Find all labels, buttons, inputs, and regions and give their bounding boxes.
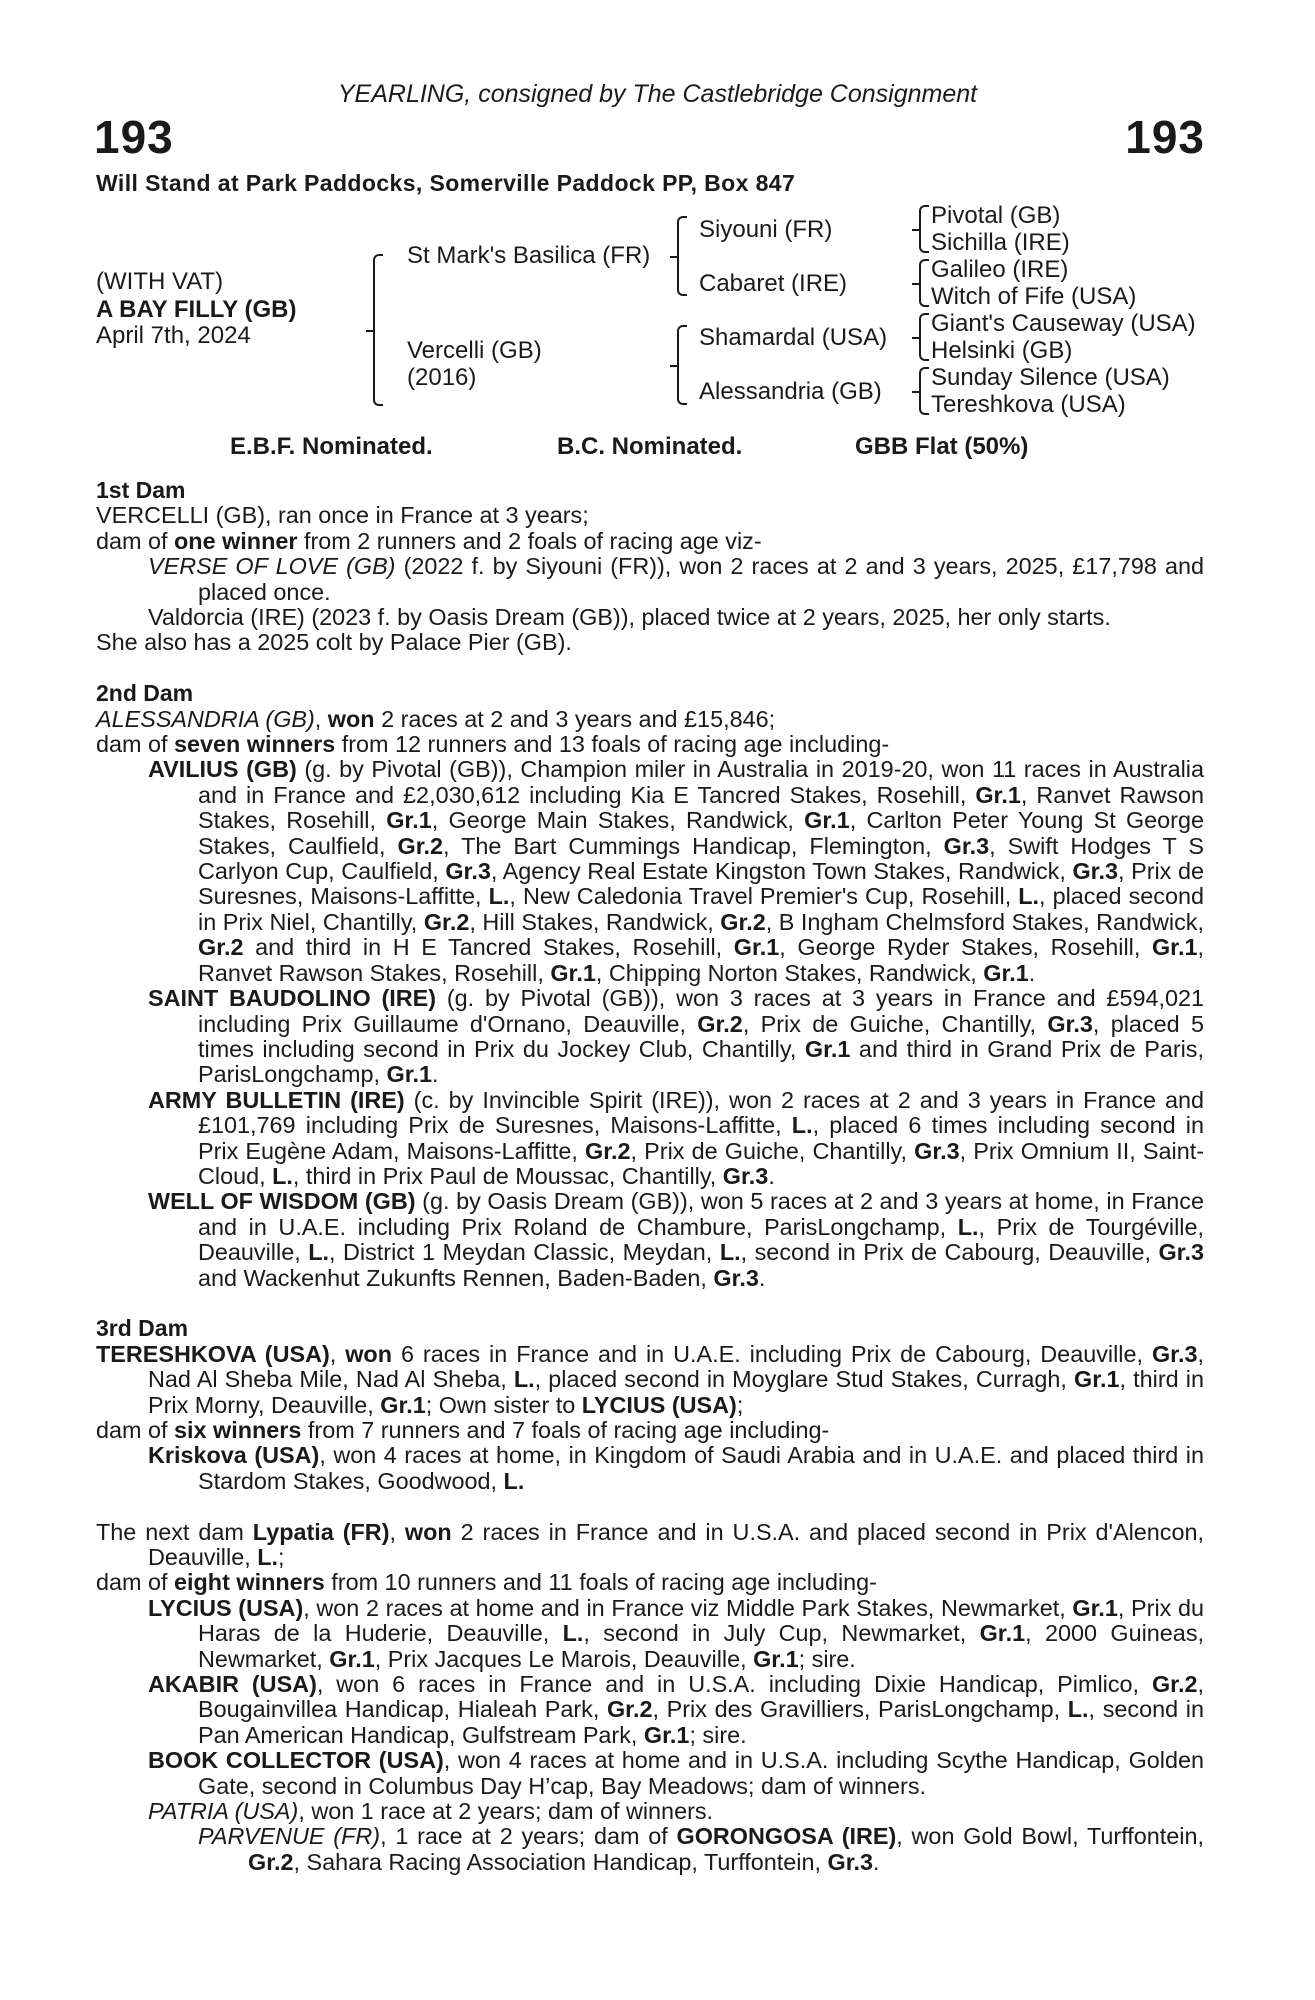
produce-parvenue [96, 1824, 1204, 1875]
produce-army-bulletin [96, 1088, 1204, 1190]
text-run: , placed second in Moyglare Stud Stakes, Curragh, [534, 1366, 1075, 1393]
sds: Galileo (IRE) [931, 256, 1069, 283]
bold-run: Gr.1 [386, 807, 432, 834]
brace-ss [919, 205, 929, 253]
bold-run: L. [562, 1620, 584, 1647]
bold-run: Gr.1 [1074, 1366, 1120, 1393]
text: dam of [96, 527, 175, 554]
produce-book-collector [96, 1748, 1204, 1799]
horse-name: SAINT BAUDOLINO (IRE) [148, 985, 437, 1012]
text-run: , [329, 1340, 346, 1367]
text-run: , won 2 races at home and in France viz Middle Park Stakes, Newmarket, [303, 1594, 1073, 1621]
sdd: Witch of Fife (USA) [931, 283, 1137, 310]
text: from 2 runners and 2 foals of racing age viz- [297, 527, 762, 554]
bold-run: Gr.1 [979, 1620, 1026, 1647]
text-run: , B Ingham Chelmsford Stakes, Randwick, [765, 908, 1204, 935]
produce-text: , won 1 race at 2 years; dam of winners. [298, 1798, 714, 1825]
first-dam-line: VERCELLI (GB), ran once in France at 3 years; [96, 502, 589, 529]
bold-run: L. [513, 1366, 535, 1393]
dsd: Helsinki (GB) [931, 337, 1073, 364]
bold-run: Gr.2 [606, 1696, 653, 1723]
first-dam-produce-line [96, 529, 1204, 554]
bold-run: Gr.3 [722, 1162, 769, 1189]
bold-run: L. [308, 1239, 330, 1266]
vat-note: (WITH VAT) [96, 268, 224, 295]
bold-run: Gr.3 [943, 832, 990, 859]
text-run: , won Gold Bowl, Turffontein, [896, 1823, 1204, 1850]
sire-dam: Cabaret (IRE) [699, 270, 848, 297]
brace-sire [677, 216, 687, 296]
text-run: , placed 6 times including second in Prix Eugène Adam, Maisons-Laffitte, [198, 1112, 1204, 1164]
text-run: , Bougainvillea Handicap, Hialeah Park, [198, 1671, 1204, 1723]
text-run: . [1028, 959, 1036, 986]
text: The next dam [96, 1518, 253, 1545]
winners-count: one winner [174, 527, 298, 554]
dam-year: (2016) [407, 364, 477, 391]
bold-run: Gr.2 [697, 1010, 743, 1037]
bold-run: Gr.3 [914, 1137, 960, 1164]
text-run: 2 races in France and in U.S.A. and placed second in Prix d'Alencon, Deauville, [148, 1518, 1205, 1571]
third-dam-line [96, 1342, 1204, 1418]
text-run: . [432, 1061, 439, 1088]
horse-name: Lypatia (FR) [252, 1518, 390, 1545]
bold-run: Gr.1 [733, 934, 780, 961]
brace-dam [677, 325, 687, 405]
text-run: , Nad Al Sheba Mile, Nad Al Sheba, [148, 1340, 1204, 1393]
horse-name: PARVENUE (FR) [198, 1823, 381, 1850]
produce-saint-baudolino [96, 986, 1204, 1088]
text-run: , placed second in Prix Niel, Chantilly, [198, 883, 1205, 935]
text-run: , New Caledonia Travel Premier's Cup, Rosehill, [509, 883, 1019, 910]
text-run: and Wackenhut Zukunfts Rennen, Baden-Baden, [198, 1264, 714, 1291]
bc-nomination: B.C. Nominated. [557, 433, 743, 460]
text-run: , Prix de Tourgéville, Deauville, [198, 1213, 1204, 1266]
sire: St Mark's Basilica (FR) [407, 242, 651, 269]
bold-run: won [345, 1340, 392, 1367]
horse-name: WELL OF WISDOM (GB) [148, 1188, 416, 1215]
bold-run: Gr.2 [720, 908, 766, 935]
bold-run: Gr.3 [1158, 1239, 1204, 1266]
text-run: , won 4 races at home, in Kingdom of Saudi Arabia and in U.A.E. and placed third in Stardom Stakes, Goodwood, [198, 1442, 1204, 1494]
bold-run: won [404, 1518, 452, 1545]
bold-run: Gr.3 [1072, 858, 1118, 885]
horse-name: GORONGOSA (IRE) [676, 1823, 897, 1850]
produce-akabir [96, 1672, 1204, 1748]
brace-sd [919, 259, 929, 307]
text-run: (c. by Invincible Spirit (IRE)), won 2 races at 2 and 3 years in France and £101,769 including Prix de Suresnes, Maisons-Laffitte, [198, 1086, 1204, 1139]
horse-name: VERSE OF LOVE (GB) [148, 553, 396, 580]
won-label: won [327, 705, 375, 732]
bold-run: LYCIUS (USA) [581, 1391, 737, 1418]
text: dam of [96, 731, 175, 758]
ddd: Tereshkova (USA) [931, 391, 1126, 418]
text-run: ; Own sister to [425, 1391, 582, 1418]
bold-run: Gr.2 [423, 908, 470, 935]
text-run: , Hill Stakes, Randwick, [469, 908, 721, 935]
bold-run: Gr.1 [643, 1721, 690, 1748]
bold-run: Gr.3 [827, 1848, 874, 1875]
brace-dd [919, 367, 929, 415]
horse-name: TERESHKOVA (USA) [96, 1340, 330, 1367]
text-run: , won 6 races in France and in U.S.A. including Dixie Handicap, Pimlico, [316, 1671, 1152, 1698]
bold-run: L. [488, 883, 510, 910]
next-dam-produce-line [96, 1570, 1204, 1595]
bold-run: Gr.1 [975, 781, 1021, 808]
produce-verse-of-love [96, 554, 1204, 605]
text-run: , Prix Omnium II, Saint-Cloud, [198, 1137, 1204, 1189]
horse-name: LYCIUS (USA) [148, 1594, 304, 1621]
third-dam-produce-line [96, 1418, 1204, 1443]
text: from 10 runners and 11 foals of racing age including- [324, 1569, 877, 1596]
text-run: ; sire. [798, 1645, 856, 1672]
catalogue-body [96, 478, 1204, 1875]
bold-run: L. [272, 1162, 293, 1189]
bold-run: L. [1067, 1696, 1089, 1723]
text-run: (g. by Pivotal (GB)), Champion miler in Australia in 2019-20, won 11 races in Australia and in France and £2,030,612 including Kia E Tancred Stakes, Rosehill, [198, 756, 1204, 808]
text-run: , second in Pan American Handicap, Gulfstream Park, [198, 1696, 1204, 1748]
text-run: , second in Prix de Cabourg, Deauville, [740, 1239, 1159, 1266]
stand-location: Will Stand at Park Paddocks, Somerville Paddock PP, Box 847 [96, 170, 796, 196]
text-run: . [873, 1848, 880, 1875]
first-dam-heading: 1st Dam [96, 477, 186, 503]
winners-count: seven winners [174, 731, 336, 758]
text-run: , Prix des Gravilliers, ParisLongchamp, [652, 1696, 1068, 1723]
text-run: ; sire. [689, 1721, 747, 1748]
horse-name: Kriskova (USA) [148, 1442, 320, 1469]
text-run: and third in Grand Prix de Paris, ParisLongchamp, [198, 1035, 1205, 1088]
bold-run: Gr.1 [550, 959, 596, 986]
foaling-date: April 7th, 2024 [96, 322, 251, 349]
third-dam-heading: 3rd Dam [96, 1315, 189, 1342]
bold-run: Gr.2 [1151, 1671, 1198, 1698]
winners-count: six winners [174, 1417, 302, 1443]
bold-run: Gr.3 [1047, 1010, 1093, 1037]
text-run: , Agency Real Estate Kingston Town Stakes, Randwick, [490, 858, 1073, 885]
bold-run: Gr.2 [397, 832, 444, 859]
bold-run: Gr.2 [248, 1848, 294, 1875]
consignment-line: YEARLING, consigned by The Castlebridge Consignment [337, 80, 978, 108]
produce-text: (2022 f. by Siyouni (FR)), won 2 races at 2 and 3 years, 2025, £17,798 and placed once. [198, 553, 1204, 605]
text-run: , second in July Cup, Newmarket, [583, 1620, 980, 1647]
text-run: , George Ryder Stakes, Rosehill, [779, 934, 1152, 961]
ssd: Sichilla (IRE) [931, 229, 1070, 256]
produce-patria [96, 1799, 1204, 1824]
brace-subject [373, 254, 383, 406]
text: dam of [96, 1417, 175, 1443]
text-run: 6 races in France and in U.A.E. including Prix de Cabourg, Deauville, [392, 1340, 1152, 1367]
bold-run: Gr.1 [1072, 1594, 1118, 1621]
text-run: , third in Prix Morny, Deauville, [148, 1366, 1204, 1418]
bold-run: Gr.1 [983, 959, 1029, 986]
produce-text: , won 4 races at home and in U.S.A. including Scythe Handicap, Golden Gate, second in Columbus Day H’cap, Bay Meadows; dam of winners. [198, 1747, 1204, 1799]
gbb-flat: GBB Flat (50%) [855, 433, 1029, 460]
sire-sire: Siyouni (FR) [699, 216, 833, 243]
text-run: , 2000 Guineas, Newmarket, [198, 1620, 1205, 1672]
text-run: . [758, 1264, 766, 1291]
text-run: , Prix de Guiche, Chantilly, [742, 1010, 1048, 1037]
produce-text: , 1 race at 2 years; dam of [380, 1823, 677, 1850]
produce-lycius [96, 1596, 1204, 1672]
sss: Pivotal (GB) [931, 202, 1061, 229]
bold-run: L. [503, 1467, 525, 1494]
second-dam-line [96, 707, 1204, 732]
produce-avilius [96, 757, 1204, 986]
text-run: and third in H E Tancred Stakes, Rosehill, [243, 934, 734, 961]
bold-run: Gr.2 [198, 934, 244, 961]
text-run: , Chipping Norton Stakes, Randwick, [595, 959, 984, 986]
text-run: , Ranvet Rawson Stakes, Rosehill, [198, 781, 1204, 834]
bold-run: Gr.1 [753, 1645, 799, 1672]
bold-run: L. [791, 1112, 813, 1139]
bold-run: Gr.1 [804, 807, 850, 834]
bold-run: Gr.2 [585, 1137, 631, 1164]
bold-run: Gr.1 [329, 1645, 375, 1672]
first-dam-also: She also has a 2025 colt by Palace Pier (GB). [96, 629, 572, 656]
text-run: , Prix de Guiche, Chantilly, [630, 1137, 915, 1164]
bold-run: L. [719, 1239, 741, 1266]
text: 2 races at 2 and 3 years and £15,846; [374, 705, 776, 732]
text-run: , placed 5 times including second in Prix du Jockey Club, Chantilly, [198, 1010, 1204, 1062]
text: from 12 runners and 13 foals of racing age including- [335, 731, 890, 758]
bold-run: Gr.3 [1151, 1340, 1198, 1367]
text: from 7 runners and 7 foals of racing age including- [301, 1417, 830, 1443]
text-run: , Ranvet Rawson Stakes, Rosehill, [198, 934, 1204, 986]
text: dam of [96, 1569, 175, 1596]
text-run: , George Main Stakes, Randwick, [431, 807, 805, 834]
text-run: ; [736, 1391, 744, 1418]
horse-name: PATRIA (USA) [148, 1798, 299, 1825]
text-run: (g. by Oasis Dream (GB)), won 5 races at 2 and 3 years at home, in France and in U.A.E. including Prix Roland de Chambure, ParisLongchamp, [198, 1188, 1204, 1240]
text-run: , Prix Jacques Le Marois, Deauville, [374, 1645, 754, 1672]
next-dam-line [96, 1520, 1204, 1571]
lot-number-left: 193 [94, 111, 174, 163]
produce-valdorcia: Valdorcia (IRE) (2023 f. by Oasis Dream (GB)), placed twice at 2 years, 2025, her only starts. [148, 604, 1111, 631]
horse-name: AVILIUS (GB) [148, 756, 297, 783]
text-run: , third in Prix Paul de Moussac, Chantilly, [292, 1162, 723, 1189]
text-run: (g. by Pivotal (GB)), won 3 races at 3 years in France and £594,021 including Prix Guillaume d'Ornano, Deauville, [198, 985, 1204, 1037]
produce-well-of-wisdom [96, 1189, 1204, 1291]
text-run: , [389, 1518, 405, 1545]
text-run: , Sahara Racing Association Handicap, Turffontein, [293, 1848, 828, 1875]
text-run: , The Bart Cummings Handicap, Flemington, [443, 832, 944, 859]
bold-run: Gr.1 [1151, 934, 1198, 961]
subject-horse: A BAY FILLY (GB) [96, 296, 297, 323]
dss: Giant's Causeway (USA) [931, 310, 1196, 337]
text-run: , Prix du Haras de la Huderie, Deauville, [198, 1594, 1205, 1647]
bold-run: Gr.1 [804, 1035, 851, 1062]
bold-run: Gr.1 [380, 1391, 426, 1418]
text-run: , Swift Hodges T S Carlyon Cup, Caulfield, [198, 832, 1204, 885]
horse-name: AKABIR (USA) [148, 1671, 317, 1698]
text-run: , Carlton Peter Young St George Stakes, Caulfield, [198, 807, 1204, 859]
bold-run: L. [957, 1213, 979, 1240]
text-run: , Prix de Suresnes, Maisons-Laffitte, [198, 858, 1204, 910]
text-run: . [768, 1162, 775, 1189]
lot-number-right: 193 [1125, 111, 1205, 163]
text-run: , District 1 Meydan Classic, Meydan, [329, 1239, 720, 1266]
horse-name: BOOK COLLECTOR (USA) [148, 1747, 444, 1774]
winners-count: eight winners [174, 1569, 325, 1596]
bold-run: L. [1018, 883, 1040, 910]
bold-run: Gr.1 [386, 1061, 433, 1088]
horse-name: ALESSANDRIA (GB) [96, 705, 315, 732]
bold-run: Gr.3 [713, 1264, 759, 1291]
bold-run: L. [257, 1544, 279, 1571]
dam-sire: Shamardal (USA) [699, 324, 888, 351]
brace-ds [919, 313, 929, 361]
bold-run: Gr.3 [445, 858, 491, 885]
horse-name: ARMY BULLETIN (IRE) [148, 1086, 405, 1113]
produce-kriskova [96, 1443, 1204, 1494]
dam: Vercelli (GB) [407, 337, 542, 364]
ebf-nomination: E.B.F. Nominated. [230, 433, 433, 460]
second-dam-produce-line [96, 732, 1204, 757]
second-dam-heading: 2nd Dam [96, 680, 194, 707]
text: , [314, 705, 328, 732]
text-run: ; [278, 1544, 285, 1571]
dds: Sunday Silence (USA) [931, 364, 1170, 391]
dam-dam: Alessandria (GB) [699, 378, 882, 405]
